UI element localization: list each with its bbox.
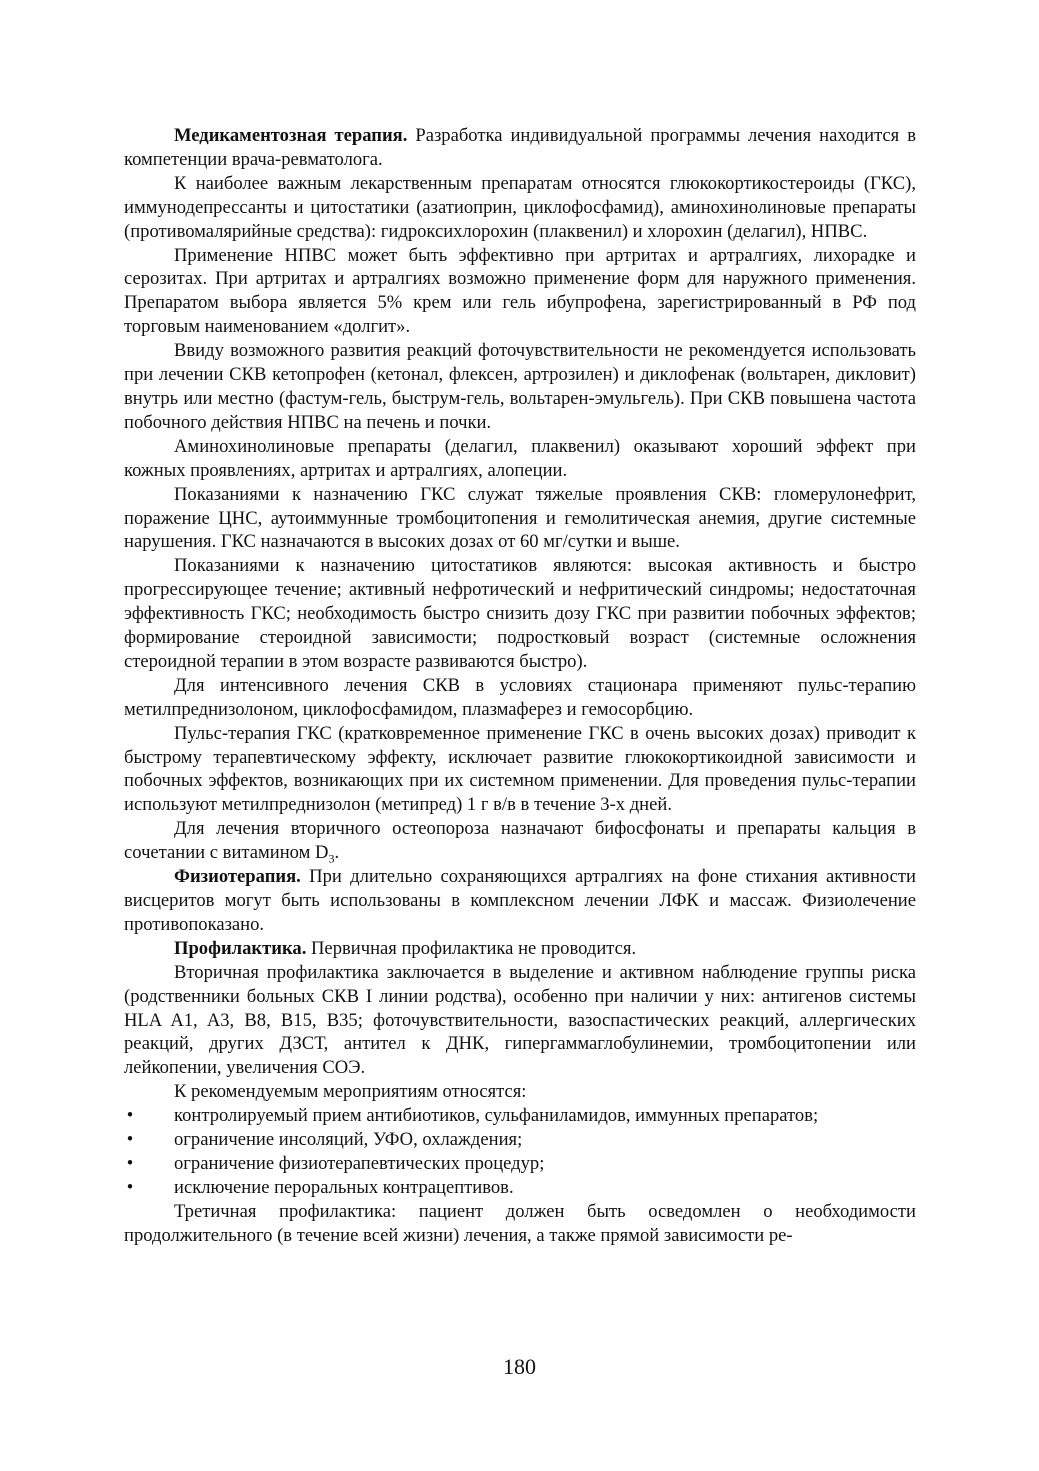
paragraph-prevention xyxy=(124,937,916,961)
bullet-icon: • xyxy=(126,1176,134,1198)
subscript: 3 xyxy=(328,851,335,866)
page-number: 180 xyxy=(503,1354,536,1379)
heading-prevention: Профилактика. xyxy=(174,937,307,959)
paragraph-end: . xyxy=(334,842,340,864)
paragraph-physiotherapy xyxy=(124,865,916,937)
list-item xyxy=(124,1176,916,1200)
paragraph: Вторичная профилактика заключается в выделение и активном наблюдение группы риска (родственники больных СКВ I линии родства), особенно при наличии у них: антигенов системы HLA A1, A3, B8, B15, B35; фоточувствительности, вазоспастических реакций, аллергических реакций, других ДЗСТ, антител к ДНК, гипергаммаглобулинемии, тромбоцитопении или лейкопении, увеличения СОЭ. xyxy=(124,961,916,1079)
bullet-icon: • xyxy=(126,1152,134,1174)
paragraph: К наиболее важным лекарственным препаратам относятся глюкокортикостероиды (ГКС), иммунодепрессанты и цитостатики (азатиоприн, циклофосфамид), аминохинолиновые препараты (противомалярийные средства): гидроксихлорохин (плаквенил) и хлорохин (делагил), НПВС. xyxy=(124,172,916,242)
paragraph: Пульс-терапия ГКС (кратковременное применение ГКС в очень высоких дозах) приводит к быстрому терапевтическому эффекту, исключает развитие глюкокортикоидной зависимости и побочных эффектов, возникающих при их системном применении. Для проведения пульс-терапии используют метилпреднизолон (метипред) 1 г в/в в течение 3-х дней. xyxy=(124,722,916,816)
paragraph: Ввиду возможного развития реакций фоточувствительности не рекомендуется использовать при лечении СКВ кетопрофен (кетонал, флексен, артрозилен) и диклофенак (вольтарен, дикловит) внутрь или местно (фастум-гель, быструм-гель, вольтарен-эмульгель). При СКВ повышена частота побочного действия НПВС на печень и почки. xyxy=(124,340,916,433)
paragraph-osteoporosis xyxy=(124,817,916,865)
paragraph: Для интенсивного лечения СКВ в условиях стационара применяют пульс-терапию метилпреднизолоном, циклофосфамидом, плазмаферез и гемосорбцию. xyxy=(124,674,916,720)
list-item-text: контролируемый прием антибиотиков, сульфаниламидов, иммунных препаратов; xyxy=(174,1105,819,1127)
bullet-icon: • xyxy=(126,1129,134,1151)
paragraph-tertiary: Третичная профилактика: пациент должен быть осведомлен о необходимости продолжительного (в течение всей жизни) лечения, а также прямой зависимости ре- xyxy=(124,1200,916,1246)
paragraph: Показаниями к назначению цитостатиков являются: высокая активность и быстро прогрессирующее течение; активный нефротический и нефритический синдромы; недостаточная эффективность ГКС; необходимость быстро снизить дозу ГКС при развитии побочных эффектов; формирование стероидной зависимости; подростковый возраст (системные осложнения стероидной терапии в этом возрасте развиваются быстро). xyxy=(124,555,916,672)
paragraph-text: При длительно сохраняющихся артралгиях на фоне стихания активности висцеритов могут быть использованы в комплексном лечении ЛФК и массаж. Физиолечение противопоказано. xyxy=(124,866,916,935)
heading-physiotherapy: Физиотерапия. xyxy=(174,866,301,888)
list-item-text: исключение пероральных контрацептивов. xyxy=(174,1176,514,1198)
list-item-text: ограничение инсоляций, УФО, охлаждения; xyxy=(174,1129,523,1151)
list-item xyxy=(124,1128,916,1152)
list-item xyxy=(124,1152,916,1176)
paragraph-drug-therapy xyxy=(124,124,916,172)
paragraph-text: Первичная профилактика не проводится. xyxy=(306,937,637,959)
paragraph: К рекомендуемым мероприятиям относятся: xyxy=(174,1081,527,1103)
paragraph-text: Для лечения вторичного остеопороза назначают бифосфонаты и препараты кальция в сочетании с витамином D xyxy=(124,818,916,864)
heading-drug-therapy: Медикаментозная терапия. xyxy=(174,125,408,146)
bullet-icon: • xyxy=(126,1105,134,1127)
paragraph-text: Разработка индивидуальной программы лечения находится в компетенции врача-ревматолога. xyxy=(124,125,916,170)
paragraph: Применение НПВС может быть эффективно при артритах и артралгиях, лихорадке и серозитах. При артритах и артралгиях возможно применение форм для наружного применения. Препаратом выбора является 5% крем или гель ибупрофена, зарегистрированный в РФ под торговым наименованием «долгит». xyxy=(124,244,916,338)
list-item xyxy=(124,1104,916,1128)
paragraph: Аминохинолиновые препараты (делагил, плаквенил) оказывают хороший эффект при кожных проявлениях, артритах и артралгиях, алопеции. xyxy=(124,435,916,481)
list-item-text: ограничение физиотерапевтических процедур; xyxy=(174,1152,545,1174)
paragraph: Показаниями к назначению ГКС служат тяжелые проявления СКВ: гломерулонефрит, поражение ЦНС, аутоиммунные тромбоцитопения и гемолитическая анемия, другие системные нарушения. ГКС назначаются в высоких дозах от 60 мг/сутки и выше. xyxy=(124,483,916,553)
page-body xyxy=(124,124,916,1248)
bullet-list xyxy=(124,1104,916,1200)
